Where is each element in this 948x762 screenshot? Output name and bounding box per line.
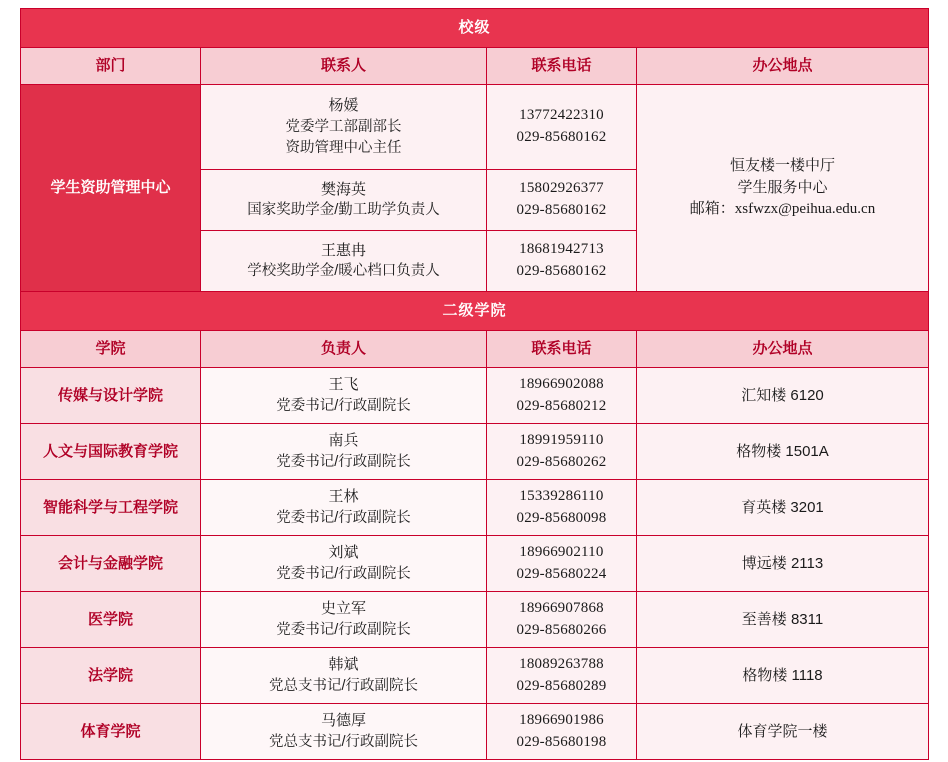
office-location-cell: 育英楼 3201 [637,480,929,536]
contact-mobile: 18681942713 [519,241,604,258]
contact-phone-cell [487,704,637,760]
section-banner-row [21,9,929,48]
office-location-cell: 汇知楼 6120 [637,368,929,424]
college-name: 会计与金融学院 [21,536,201,592]
section-banner-colleges: 二级学院 [21,292,929,331]
contact-role-line2: 资助管理中心主任 [285,139,402,156]
table-row [21,536,929,592]
contact-tel: 029-85680098 [516,509,607,526]
contact-role: 党委书记/行政副院长 [276,621,411,638]
contact-phone-cell [487,424,637,480]
contact-name: 王惠冉 [320,241,366,259]
contact-mobile: 18966902110 [519,543,604,560]
contact-tel: 029-85680262 [516,453,607,470]
contact-table [20,8,929,760]
contact-tel: 029-85680162 [516,263,607,279]
contact-role: 党委书记/行政副院长 [276,453,411,470]
contact-person-cell [201,704,487,760]
contact-name: 韩斌 [328,656,359,674]
column-header-department: 部门 [21,48,201,85]
contact-tel: 029-85680162 [516,129,607,145]
contact-person-cell [201,592,487,648]
contact-person-cell [201,424,487,480]
contact-role: 党委书记/行政副院长 [276,565,411,582]
office-location-cell: 至善楼 8311 [637,592,929,648]
contact-phone-cell [487,592,637,648]
table-row [21,704,929,760]
contact-phone-cell [487,85,637,170]
office-location-cell: 格物楼 1118 [637,648,929,704]
contact-mobile: 18966902088 [519,375,604,392]
contact-phone-cell [487,648,637,704]
contact-tel: 029-85680198 [516,733,607,750]
contact-role: 党委书记/行政副院长 [276,397,411,414]
office-location-cell: 博远楼 2113 [637,536,929,592]
contact-person-cell [201,368,487,424]
contact-name: 南兵 [328,432,359,450]
college-name: 医学院 [21,592,201,648]
office-email-line: 邮箱：xsfwzx@peihua.edu.cn [689,200,876,217]
office-line-2: 学生服务中心 [737,179,828,197]
contact-person-cell [201,170,487,231]
contact-mobile: 18966907868 [519,599,604,616]
column-header-college: 学院 [21,331,201,368]
office-location-cell: 体育学院一楼 [637,704,929,760]
contact-tel: 029-85680289 [516,677,607,694]
contact-name: 刘斌 [328,544,359,562]
college-name: 智能科学与工程学院 [21,480,201,536]
office-location-cell: 格物楼 1501A [637,424,929,480]
office-location-cell [637,85,929,292]
college-name: 体育学院 [21,704,201,760]
contact-phone-cell [487,231,637,292]
contact-mobile: 13772422310 [519,107,604,124]
contact-mobile: 18089263788 [519,655,604,672]
table-header-row [21,331,929,368]
contact-role: 党委书记/行政副院长 [276,509,411,526]
table-row [21,85,929,170]
column-header-office: 办公地点 [637,331,929,368]
contact-tel: 029-85680224 [516,565,607,582]
department-label-student-aid-center: 学生资助管理中心 [21,85,201,292]
contact-tel: 029-85680212 [516,397,607,414]
contact-sheet [20,8,928,760]
contact-name: 王林 [328,488,359,506]
contact-mobile: 15802926377 [519,180,604,197]
contact-tel: 029-85680266 [516,621,607,638]
contact-mobile: 15339286110 [519,487,604,504]
contact-phone-cell [487,536,637,592]
contact-role-line1: 国家奖助学金/勤工助学负责人 [247,202,440,219]
contact-name: 杨媛 [328,97,359,115]
college-name: 传媒与设计学院 [21,368,201,424]
contact-phone-cell [487,170,637,231]
contact-role-line1: 学校奖助学金/暖心档口负责人 [247,263,440,280]
table-row [21,368,929,424]
section-banner-row [21,292,929,331]
contact-role: 党总支书记/行政副院长 [268,677,419,694]
table-row [21,592,929,648]
section-banner-school: 校级 [21,9,929,48]
contact-mobile: 18991959110 [519,431,604,448]
column-header-phone: 联系电话 [487,48,637,85]
column-header-contact: 联系人 [201,48,487,85]
contact-name: 史立军 [320,600,366,618]
office-line-1: 恒友楼一楼中厅 [730,157,836,175]
contact-person-cell [201,536,487,592]
table-header-row [21,48,929,85]
contact-person-cell [201,648,487,704]
contact-role: 党总支书记/行政副院长 [268,733,419,750]
contact-person-cell [201,231,487,292]
contact-phone-cell [487,480,637,536]
table-row [21,424,929,480]
contact-role-line1: 党委学工部副部长 [285,118,402,135]
column-header-person-in-charge: 负责人 [201,331,487,368]
contact-person-cell [201,480,487,536]
college-name: 法学院 [21,648,201,704]
contact-person-cell [201,85,487,170]
column-header-office: 办公地点 [637,48,929,85]
contact-mobile: 18966901986 [519,711,604,728]
college-name: 人文与国际教育学院 [21,424,201,480]
contact-tel: 029-85680162 [516,202,607,218]
contact-phone-cell [487,368,637,424]
contact-name: 樊海英 [320,180,366,198]
table-row [21,648,929,704]
column-header-phone: 联系电话 [487,331,637,368]
contact-name: 王飞 [328,376,359,394]
contact-name: 马德厚 [320,712,366,730]
table-row [21,480,929,536]
